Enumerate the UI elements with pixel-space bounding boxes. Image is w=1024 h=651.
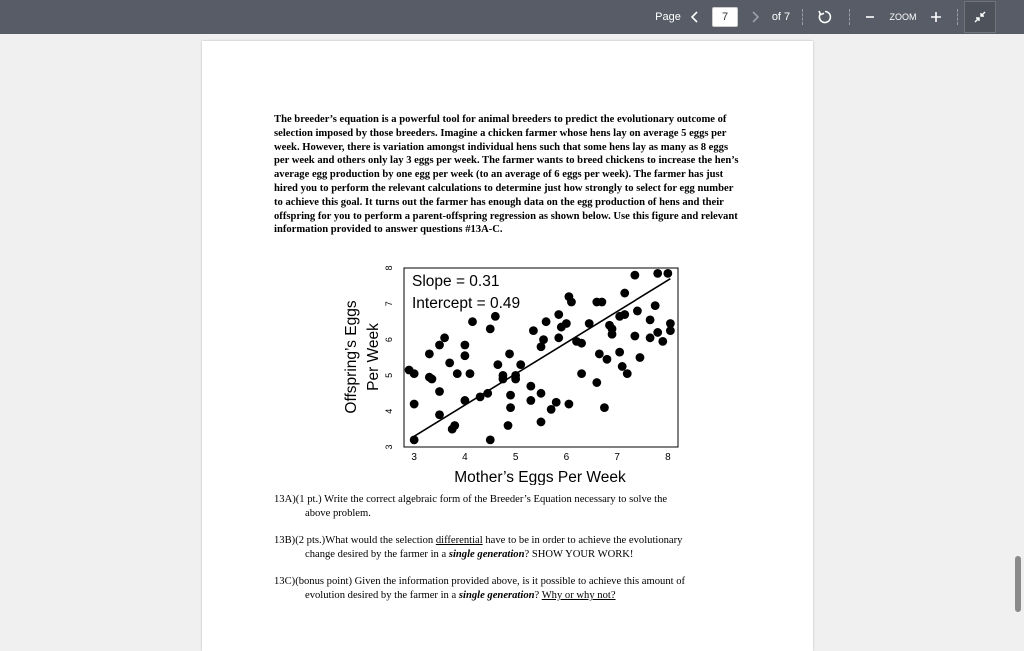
chevron-right-icon: [750, 11, 760, 23]
scatter-chart: [332, 263, 682, 485]
q13a-label: 13A)(1 pt.): [274, 494, 322, 505]
y-tick-label: 4: [384, 408, 394, 414]
question-13a: [274, 493, 746, 521]
x-tick-label: 4: [462, 452, 468, 463]
data-point: [542, 317, 551, 326]
data-point: [663, 269, 672, 278]
data-point: [476, 392, 485, 401]
data-point: [585, 319, 594, 328]
vertical-scrollbar[interactable]: [1015, 556, 1021, 612]
data-point: [516, 360, 525, 369]
data-point: [623, 369, 632, 378]
data-point: [435, 410, 444, 419]
q13b-emphasis: single generation: [448, 549, 525, 560]
data-point: [554, 310, 563, 319]
data-point: [565, 400, 574, 409]
data-point: [646, 316, 655, 325]
data-point: [646, 333, 655, 342]
q13c-emphasis: single generation: [458, 590, 535, 601]
q13b-line2-b: ? SHOW YOUR WORK!: [524, 549, 634, 560]
data-point: [410, 435, 419, 444]
data-point: [511, 371, 520, 380]
data-point: [630, 332, 639, 341]
data-point: [466, 369, 475, 378]
q13c-line2-b: ?: [534, 590, 540, 601]
data-point: [468, 317, 477, 326]
data-point: [506, 403, 515, 412]
data-point: [658, 337, 667, 346]
data-point: [526, 382, 535, 391]
plus-icon: [930, 11, 942, 23]
data-point: [562, 319, 571, 328]
data-point: [653, 328, 662, 337]
data-point: [603, 355, 612, 364]
data-point: [460, 351, 469, 360]
data-point: [460, 341, 469, 350]
collapse-icon: [973, 10, 987, 24]
total-pages-label: of 7: [771, 11, 791, 23]
data-point: [410, 369, 419, 378]
data-point: [526, 396, 535, 405]
data-point: [453, 369, 462, 378]
data-point: [620, 310, 629, 319]
data-point: [633, 307, 642, 316]
q13c-label: 13C)(bonus point): [274, 576, 352, 587]
data-point: [618, 362, 627, 371]
question-13b: [274, 534, 746, 562]
intercept-annotation: Intercept = 0.49: [412, 295, 521, 312]
document-page: [202, 41, 813, 651]
pdf-toolbar: [0, 0, 1024, 34]
data-point: [505, 350, 514, 359]
x-axis-title: Mother’s Eggs Per Week: [454, 469, 626, 485]
y-tick-label: 8: [384, 265, 394, 271]
data-point: [440, 333, 449, 342]
data-point: [450, 421, 459, 430]
chevron-left-icon: [690, 11, 700, 23]
y-tick-label: 5: [384, 372, 394, 378]
x-tick-label: 7: [614, 452, 620, 463]
x-tick-label: 5: [512, 452, 519, 463]
data-point: [547, 405, 556, 414]
data-point: [577, 339, 586, 348]
data-point: [435, 387, 444, 396]
q13b-underlined: differential: [435, 535, 483, 546]
x-tick-label: 3: [411, 452, 417, 463]
data-point: [597, 298, 606, 307]
data-point: [608, 324, 617, 333]
data-point: [504, 421, 513, 430]
data-point: [460, 396, 469, 405]
zoom-in-button[interactable]: [927, 0, 945, 34]
q13b-label: 13B)(2 pts.): [274, 535, 326, 546]
y-axis-title-line2: Per Week: [365, 323, 382, 391]
rotate-icon: [817, 9, 833, 25]
intro-paragraph: The breeder’s equation is a powerful tool for animal breeders to predict the evolutionary outcome of selection imposed by those breeders. Imagine a chicken farmer whose hens lay on average 5 eggs per week. However, there is variation amongst individual hens such that some hens lay as many as 8 eggs per week and others only lay 3 eggs per week. The farmer wants to breed chickens to increase the hen’s average egg production by one egg per week (to an average of 6 eggs per week). The farmer has just hired you to perform the relevant calculations to determine just how strongly to select for egg number to achieve this goal. It turns out the farmer has enough data on the egg production of hens and their offspring for you to perform a parent-offspring regression as shown below. Use this figure and relevant information provided to answer questions #13A-C.: [274, 114, 739, 236]
collapse-button[interactable]: [964, 1, 996, 33]
zoom-label: ZOOM: [889, 12, 917, 22]
page-label: Page: [655, 11, 681, 23]
x-tick-label: 8: [665, 452, 671, 463]
data-point: [529, 326, 538, 335]
q13b-text-2: have to be in order to achieve the evolutionary: [485, 535, 683, 546]
data-point: [653, 269, 662, 278]
prev-page-button[interactable]: [686, 0, 704, 34]
data-point: [552, 398, 561, 407]
data-point: [554, 333, 563, 342]
next-page-button[interactable]: [746, 0, 764, 34]
data-point: [499, 371, 508, 380]
data-point: [592, 378, 601, 387]
data-point: [630, 271, 639, 280]
data-point: [666, 319, 675, 328]
toolbar-divider: [957, 9, 959, 25]
y-axis-title-line1: Offspring’s Eggs: [343, 300, 360, 414]
data-point: [567, 298, 576, 307]
q13c-line1: Given the information provided above, is it possible to achieve this amount of: [354, 576, 686, 587]
data-point: [491, 312, 500, 321]
page-number-input[interactable]: [712, 7, 738, 27]
data-point: [620, 289, 629, 298]
q13b-text-1: What would the selection: [325, 535, 434, 546]
toolbar-divider: [802, 9, 804, 25]
q13c-underlined: Why or why not?: [541, 590, 616, 601]
data-point: [577, 369, 586, 378]
x-tick-label: 6: [563, 452, 570, 463]
data-point: [506, 391, 515, 400]
data-point: [428, 375, 437, 384]
data-point: [435, 341, 444, 350]
rotate-button[interactable]: [814, 0, 836, 34]
q13a-line1: Write the correct algebraic form of the Breeder’s Equation necessary to solve the: [324, 494, 668, 505]
data-point: [539, 335, 548, 344]
data-point: [636, 353, 645, 362]
data-point: [537, 418, 546, 427]
slope-annotation: Slope = 0.31: [412, 273, 500, 290]
data-point: [425, 350, 434, 359]
zoom-out-button[interactable]: [862, 0, 878, 34]
data-point: [410, 400, 419, 409]
data-point: [486, 435, 495, 444]
data-point: [486, 324, 495, 333]
minus-icon: [865, 12, 875, 22]
toolbar-divider: [849, 9, 851, 25]
data-point: [445, 358, 454, 367]
data-point: [600, 403, 609, 412]
data-point: [595, 350, 604, 359]
q13c-line2-a: evolution desired by the farmer in a: [305, 590, 457, 601]
y-tick-label: 6: [384, 337, 394, 343]
data-point: [537, 389, 546, 398]
data-point: [651, 301, 660, 310]
q13a-line2: above problem.: [305, 508, 371, 519]
y-tick-label: 3: [384, 444, 394, 450]
data-point: [493, 360, 502, 369]
data-point: [615, 348, 624, 357]
question-13c: [274, 575, 746, 603]
data-point: [483, 389, 492, 398]
q13b-line2-a: change desired by the farmer in a: [305, 549, 447, 560]
y-tick-label: 7: [384, 301, 394, 307]
